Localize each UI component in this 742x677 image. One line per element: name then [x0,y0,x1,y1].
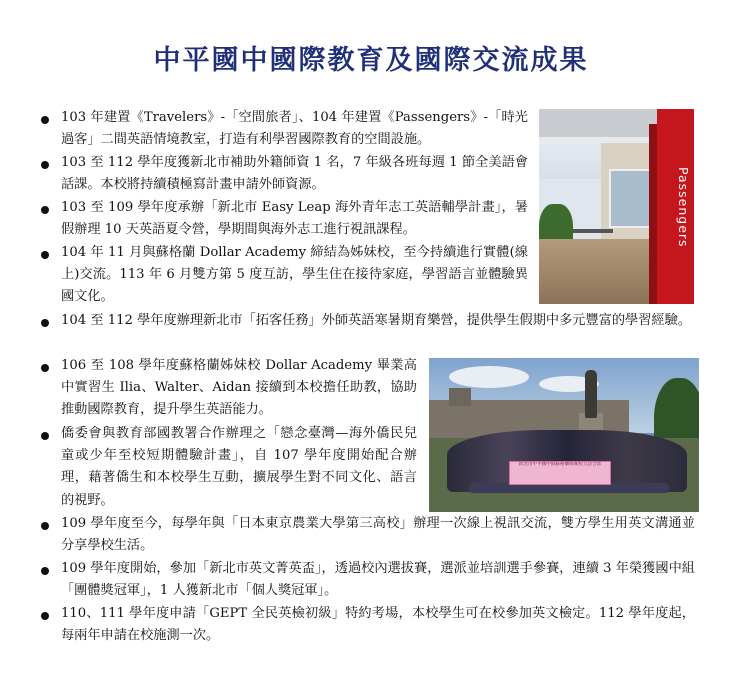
page-title: 中平國中國際教育及國際交流成果 [153,45,589,76]
list-item: 110、111 學年度申請「GEPT 全民英檢初級」特約考場，本校學生可在校參加英文檢定。112 學年度起，每兩年申請在校施測一次。 [61,606,695,644]
list-item: 104 至 112 學年度辦理新北市「拓客任務」外師英語寒暑期育樂營，提供學生假期中多元豐富的學習經驗。 [61,313,691,328]
bullet-icon [41,116,49,124]
bullet-icon [41,206,49,214]
group-photo-castle [429,358,699,512]
bullet-icon [41,161,49,169]
list-item: 103 至 109 學年度承辦「新北市 Easy Leap 海外青年志工英語輔學計畫」，暑假辦理 10 天英語夏令營，學期間與海外志工進行視訊課程。 [61,200,528,238]
bullet-icon [41,251,49,259]
list-item: 104 年 11 月與蘇格蘭 Dollar Academy 締結為姊妹校，至今持續進行實體(線上)交流。113 年 6 月雙方第 5 度互訪，學生住在接待家庭，學習語言並體驗異國文化。 [61,245,528,305]
passengers-sign-text: Passengers [676,167,691,248]
bullet-icon [41,522,49,530]
list-item: 僑委會與教育部國教署合作辦理之「戀念臺灣—海外僑民兒童或少年至校短期體驗計畫」，自 107 學年度開始配合辦理，藉著僑生和本校學生互動，擴展學生對不同文化、語言的視野。 [61,426,417,508]
list-item: 109 學年度至今，每學年與「日本東京農業大學第三高校」辦理一次線上視訊交流，雙方學生用英文溝通並分享學校生活。 [61,516,695,554]
list-item: 106 至 108 學年度蘇格蘭姊妹校 Dollar Academy 畢業高中實習生 Ilia、Walter、Aidan 接續到本校擔任助教，協助推動國際教育，提升學生英語能力。 [61,358,417,418]
list-item: 109 學年度開始，參加「新北市英文菁英盃」，透過校內選拔賽，選派並培訓選手參賽，連續 3 年榮獲國中組「團體獎冠軍」，1 人獲新北市「個人獎冠軍」。 [61,561,695,599]
group-banner: 新北市中平國中與蘇格蘭姊妹校互訪合影 [509,461,611,485]
list-item: 103 年建置《Travelers》-「空間旅者」、104 年建置《Passengers》-「時光過客」二間英語情境教室，打造有利學習國際教育的空間設施。 [61,110,528,148]
bullet-icon [41,612,49,620]
passengers-classroom-photo [539,109,694,304]
bullet-icon [41,567,49,575]
bullet-icon [41,432,49,440]
list-item: 103 至 112 學年度獲新北市補助外籍師資 1 名，7 年級各班每週 1 節全美語會話課。本校將持續積極寫計畫申請外師資源。 [61,155,528,193]
bullet-icon [41,319,49,327]
bullet-icon [41,364,49,372]
